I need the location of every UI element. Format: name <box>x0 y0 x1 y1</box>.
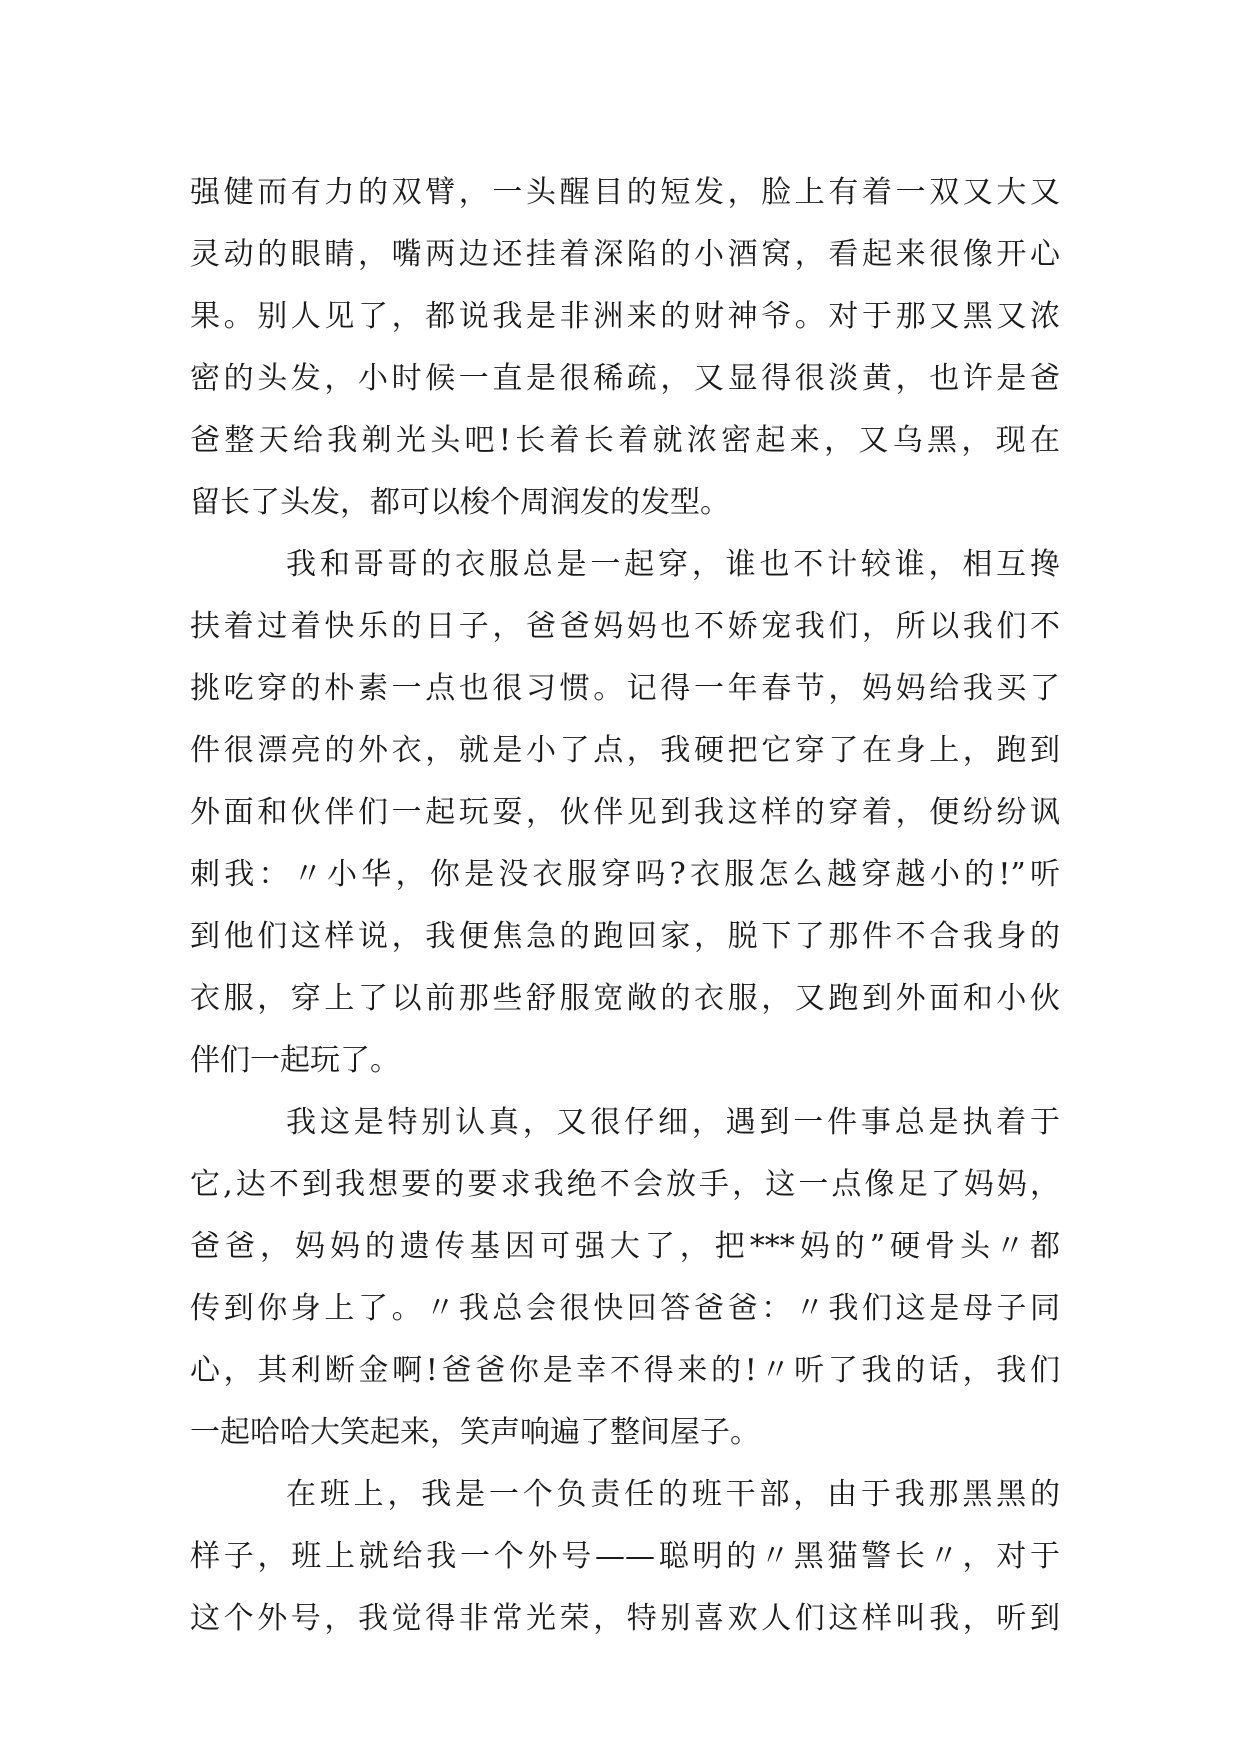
text-line: 衣服，穿上了以前那些舒服宽敞的衣服，又跑到外面和小伙 <box>190 981 1060 1016</box>
text-line: 灵动的眼睛，嘴两边还挂着深陷的小酒窝，看起来很像开心 <box>190 237 1060 272</box>
text-line: 强健而有力的双臂，一头醒目的短发，脸上有着一双又大又 <box>190 175 1060 210</box>
text-line: 爸整天给我剃光头吧!长着长着就浓密起来，又乌黑，现在 <box>190 423 1060 458</box>
text-line: 伴们一起玩了。 <box>190 1043 400 1078</box>
text-line: 我这是特别认真，又很仔细，遇到一件事总是执着于 <box>286 1105 1060 1140</box>
text-line: 在班上，我是一个负责任的班干部，由于我那黑黑的 <box>286 1477 1060 1512</box>
text-line: 传到你身上了。〃我总会很快回答爸爸：〃我们这是母子同 <box>190 1291 1060 1326</box>
text-line: 一起哈哈大笑起来，笑声响遍了整间屋子。 <box>190 1415 760 1450</box>
paragraph-2 <box>190 534 1060 1092</box>
text-line: 它,达不到我想要的要求我绝不会放手，这一点像足了妈妈， <box>190 1167 1060 1202</box>
text-line: 留长了头发，都可以梭个周润发的发型。 <box>190 485 730 520</box>
body-text <box>190 162 1060 1650</box>
text-line: 挑吃穿的朴素一点也很习惯。记得一年春节，妈妈给我买了 <box>190 671 1060 706</box>
paragraph-1 <box>190 162 1060 534</box>
text-line: 样子，班上就给我一个外号——聪明的〃黑猫警长〃，对于 <box>190 1539 1060 1574</box>
paragraph-3 <box>190 1092 1060 1464</box>
text-line: 密的头发，小时候一直是很稀疏，又显得很淡黄，也许是爸 <box>190 361 1060 396</box>
text-line: 刺我：〃小华，你是没衣服穿吗?衣服怎么越穿越小的!”听 <box>190 857 1060 892</box>
paragraph-4 <box>190 1464 1060 1650</box>
text-line: 这个外号，我觉得非常光荣，特别喜欢人们这样叫我，听到 <box>190 1601 1060 1636</box>
text-line: 件很漂亮的外衣，就是小了点，我硬把它穿了在身上，跑到 <box>190 733 1060 768</box>
text-line: 到他们这样说，我便焦急的跑回家，脱下了那件不合我身的 <box>190 919 1060 954</box>
text-line: 果。别人见了，都说我是非洲来的财神爷。对于那又黑又浓 <box>190 299 1060 334</box>
text-line: 外面和伙伴们一起玩耍，伙伴见到我这样的穿着，便纷纷讽 <box>190 795 1060 830</box>
text-line: 扶着过着快乐的日子，爸爸妈妈也不娇宠我们，所以我们不 <box>190 609 1060 644</box>
text-line: 爸爸，妈妈的遗传基因可强大了，把***妈的”硬骨头〃都 <box>190 1229 1060 1264</box>
text-line: 心，其利断金啊!爸爸你是幸不得来的!〃听了我的话，我们 <box>190 1353 1060 1388</box>
text-line: 我和哥哥的衣服总是一起穿，谁也不计较谁，相互搀 <box>286 547 1060 582</box>
